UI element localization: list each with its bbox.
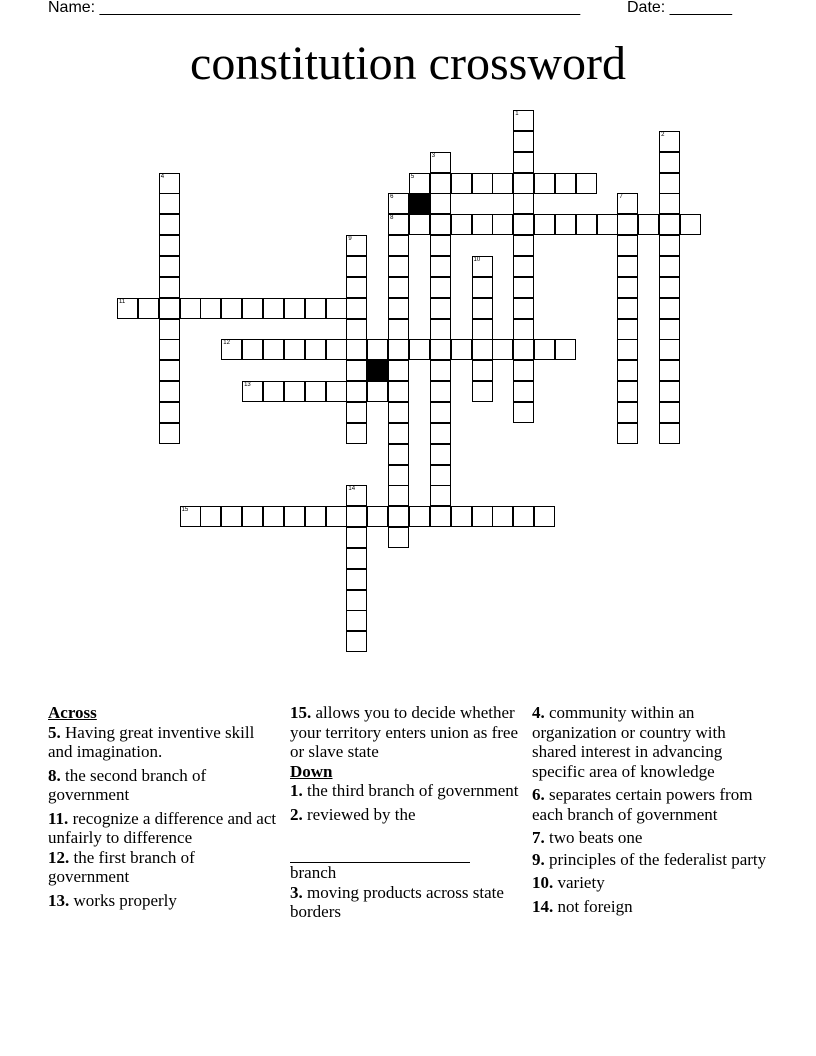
grid-clue-number: 3 (431, 152, 436, 159)
grid-cell[interactable] (617, 256, 638, 277)
grid-cell[interactable] (388, 256, 409, 277)
grid-cell[interactable] (409, 506, 430, 527)
down-clue-3 (290, 883, 530, 922)
clue-text: the second branch of government (48, 765, 207, 804)
grid-cell[interactable] (534, 506, 555, 527)
down-clue-2 (290, 805, 530, 883)
grid-cell[interactable] (388, 277, 409, 298)
grid-cell[interactable] (430, 339, 451, 360)
grid-cell[interactable] (388, 319, 409, 340)
grid-cell[interactable] (513, 193, 534, 214)
grid-cell[interactable] (513, 402, 534, 423)
grid-cell[interactable] (284, 298, 305, 319)
grid-cell[interactable] (513, 235, 534, 256)
clue-text: community within an organization or country with shared interest in advancing specific area of knowledge (532, 703, 726, 781)
clue-column-3 (532, 703, 772, 920)
grid-clue-number: 4 (160, 173, 165, 180)
grid-clue-number: 7 (619, 194, 623, 201)
grid-cell[interactable] (555, 173, 576, 194)
clue-text: allows you to decide whether your territory enters union as free or slave state (290, 703, 518, 761)
grid-cell[interactable] (659, 360, 680, 381)
clue-number: 10. (532, 873, 554, 892)
grid-cell[interactable] (659, 339, 680, 360)
grid-cell[interactable] (326, 381, 347, 402)
clue-number: 8. (48, 765, 61, 785)
grid-cell[interactable] (388, 360, 409, 381)
grid-cell[interactable] (472, 173, 493, 194)
grid-cell[interactable] (513, 381, 534, 402)
grid-cell[interactable] (346, 610, 367, 631)
grid-cell[interactable] (472, 506, 493, 527)
clue-number: 7. (532, 828, 545, 847)
grid-cell[interactable] (555, 214, 576, 235)
grid-clue-number: 14 (348, 486, 356, 493)
grid-cell[interactable] (346, 235, 367, 256)
grid-cell[interactable] (430, 402, 451, 423)
grid-cell[interactable] (200, 506, 221, 527)
grid-cell[interactable] (221, 339, 242, 360)
grid-cell[interactable] (513, 360, 534, 381)
grid-cell[interactable] (659, 152, 680, 173)
grid-cell[interactable] (472, 360, 493, 381)
grid-cell[interactable] (159, 360, 180, 381)
grid-cell[interactable] (451, 173, 472, 194)
grid-cell[interactable] (346, 339, 367, 360)
grid-cell[interactable] (326, 506, 347, 527)
grid-cell[interactable] (680, 214, 701, 235)
grid-cell[interactable] (576, 214, 597, 235)
grid-cell[interactable] (472, 339, 493, 360)
grid-cell[interactable] (430, 444, 451, 465)
grid-clue-number: 13 (244, 382, 251, 389)
grid-cell[interactable] (305, 298, 326, 319)
grid-cell[interactable] (513, 319, 534, 340)
grid-cell[interactable] (159, 214, 180, 235)
grid-cell[interactable] (284, 381, 305, 402)
grid-cell[interactable] (430, 360, 451, 381)
date-line: Date: _______ (627, 0, 732, 16)
grid-cell[interactable] (409, 173, 430, 194)
clue-number: 1. (290, 781, 303, 800)
grid-cell[interactable] (159, 173, 180, 194)
clue-number: 13. (48, 890, 70, 910)
grid-cell[interactable] (263, 506, 284, 527)
grid-cell[interactable] (430, 256, 451, 277)
down-clue-7 (532, 828, 772, 848)
grid-cell[interactable] (346, 423, 367, 444)
grid-cell[interactable] (388, 381, 409, 402)
grid-cell[interactable] (346, 277, 367, 298)
clue-text: recognize a difference and act unfairly to difference (48, 808, 277, 847)
grid-cell[interactable] (430, 277, 451, 298)
grid-cell[interactable] (284, 339, 305, 360)
grid-cell[interactable] (659, 173, 680, 194)
clue-number: 11. (48, 808, 69, 828)
grid-cell[interactable] (451, 506, 472, 527)
grid-cell[interactable] (659, 277, 680, 298)
grid-clue-number: 8 (390, 215, 394, 222)
grid-clue-number: 15 (181, 507, 189, 514)
grid-clue-number: 12 (223, 340, 230, 347)
across-clue-13 (48, 891, 278, 911)
answer-blank-line (290, 846, 470, 863)
grid-clue-number: 10 (473, 257, 481, 263)
grid-cell[interactable] (409, 214, 430, 235)
grid-cell[interactable] (388, 298, 409, 319)
down-clue-14 (532, 897, 772, 917)
grid-cell[interactable] (659, 235, 680, 256)
grid-cell[interactable] (284, 506, 305, 527)
grid-cell[interactable] (430, 465, 451, 486)
grid-cell[interactable] (263, 339, 284, 360)
clue-text: Having great inventive skill and imagination. (48, 722, 255, 761)
grid-cell[interactable] (492, 506, 513, 527)
grid-cell[interactable] (346, 360, 367, 381)
grid-cell[interactable] (617, 339, 638, 360)
clue-number: 14. (532, 896, 554, 916)
grid-cell[interactable] (513, 298, 534, 319)
grid-cell[interactable] (388, 485, 409, 506)
grid-cell[interactable] (430, 381, 451, 402)
grid-cell[interactable] (472, 277, 493, 298)
grid-cell[interactable] (388, 506, 409, 527)
grid-cell[interactable] (555, 339, 576, 360)
clue-text: works properly (73, 890, 177, 910)
grid-cell[interactable] (305, 339, 326, 360)
grid-cell[interactable] (513, 339, 534, 360)
grid-cell[interactable] (346, 527, 367, 548)
across-clue-8 (48, 766, 278, 805)
grid-cell[interactable] (472, 319, 493, 340)
grid-cell[interactable] (409, 339, 430, 360)
grid-cell[interactable] (346, 485, 367, 506)
grid-cell[interactable] (346, 402, 367, 423)
grid-cell[interactable] (388, 423, 409, 444)
grid-cell[interactable] (346, 548, 367, 569)
grid-cell[interactable] (159, 319, 180, 340)
clue-number: 9. (532, 849, 545, 869)
grid-cell[interactable] (659, 381, 680, 402)
grid-cell[interactable] (472, 298, 493, 319)
grid-cell[interactable] (617, 423, 638, 444)
grid-cell[interactable] (617, 277, 638, 298)
grid-cell[interactable] (451, 214, 472, 235)
grid-cell[interactable] (159, 381, 180, 402)
grid-cell[interactable] (430, 193, 451, 214)
grid-cell[interactable] (388, 527, 409, 548)
grid-cell[interactable] (326, 339, 347, 360)
grid-clue-number: 11 (119, 298, 126, 305)
clue-number: 6. (532, 785, 545, 804)
clue-text: the third branch of government (307, 781, 519, 800)
grid-cell[interactable] (388, 465, 409, 486)
clue-text: reviewed by the (307, 804, 416, 824)
grid-cell[interactable] (346, 298, 367, 319)
grid-cell[interactable] (367, 381, 388, 402)
grid-cell[interactable] (659, 193, 680, 214)
grid-cell[interactable] (534, 339, 555, 360)
grid-clue-number: 2 (661, 131, 665, 138)
down-heading: Down (290, 761, 333, 781)
grid-cell[interactable] (513, 506, 534, 527)
across-clue-15 (290, 703, 530, 762)
grid-cell[interactable] (346, 631, 367, 652)
grid-cell[interactable] (513, 110, 534, 131)
grid-cell[interactable] (617, 235, 638, 256)
grid-cell[interactable] (534, 214, 555, 235)
grid-cell[interactable] (513, 214, 534, 235)
grid-cell[interactable] (659, 298, 680, 319)
grid-cell[interactable] (659, 402, 680, 423)
grid-cell[interactable] (367, 339, 388, 360)
clue-number: 15. (290, 703, 312, 722)
grid-clue-number: 5 (410, 173, 415, 180)
grid-cell[interactable] (472, 256, 493, 277)
grid-cell[interactable] (180, 298, 201, 319)
grid-cell[interactable] (430, 485, 451, 506)
grid-cell[interactable] (430, 423, 451, 444)
grid-clue-number: 6 (390, 194, 394, 201)
grid-cell[interactable] (138, 298, 159, 319)
grid-cell[interactable] (388, 444, 409, 465)
grid-cell[interactable] (346, 506, 367, 527)
grid-cell[interactable] (242, 381, 263, 402)
grid-cell[interactable] (617, 319, 638, 340)
grid-cell[interactable] (180, 506, 201, 527)
grid-cell[interactable] (305, 506, 326, 527)
down-clue-1 (290, 781, 530, 801)
grid-cell[interactable] (617, 360, 638, 381)
across-heading: Across (48, 703, 97, 722)
grid-cell[interactable] (159, 235, 180, 256)
blocked-cell (409, 193, 430, 214)
grid-cell[interactable] (534, 173, 555, 194)
across-clue-11 (48, 809, 278, 848)
grid-cell[interactable] (513, 256, 534, 277)
grid-cell[interactable] (221, 298, 242, 319)
clue-text: not foreign (557, 896, 633, 916)
grid-cell[interactable] (430, 173, 451, 194)
grid-cell[interactable] (159, 256, 180, 277)
clue-number: 4. (532, 703, 545, 722)
grid-clue-number: 1 (515, 111, 519, 117)
grid-cell[interactable] (388, 339, 409, 360)
grid-cell[interactable] (159, 402, 180, 423)
grid-cell[interactable] (659, 423, 680, 444)
grid-cell[interactable] (617, 214, 638, 235)
grid-cell[interactable] (430, 319, 451, 340)
grid-cell[interactable] (388, 214, 409, 235)
grid-cell[interactable] (513, 277, 534, 298)
grid-cell[interactable] (159, 298, 180, 319)
grid-cell[interactable] (200, 298, 221, 319)
grid-cell[interactable] (159, 423, 180, 444)
clue-column-2 (290, 703, 530, 926)
grid-cell[interactable] (242, 298, 263, 319)
grid-cell[interactable] (242, 339, 263, 360)
grid-cell[interactable] (388, 235, 409, 256)
grid-cell[interactable] (117, 298, 138, 319)
grid-cell[interactable] (576, 173, 597, 194)
clue-text: variety (557, 873, 605, 892)
grid-cell[interactable] (346, 319, 367, 340)
across-clue-5 (48, 723, 278, 762)
grid-cell[interactable] (617, 381, 638, 402)
grid-cell[interactable] (388, 402, 409, 423)
grid-cell[interactable] (492, 339, 513, 360)
grid-cell[interactable] (513, 173, 534, 194)
grid-cell[interactable] (221, 506, 242, 527)
grid-cell[interactable] (617, 298, 638, 319)
grid-clue-number: 9 (348, 236, 352, 243)
grid-cell[interactable] (472, 381, 493, 402)
grid-cell[interactable] (159, 193, 180, 214)
grid-cell[interactable] (305, 381, 326, 402)
grid-cell[interactable] (472, 214, 493, 235)
grid-cell[interactable] (263, 381, 284, 402)
grid-cell[interactable] (430, 235, 451, 256)
clue-text: moving products across state borders (290, 882, 504, 921)
clue-column-1 (48, 703, 278, 914)
clue-number: 12. (48, 847, 70, 867)
grid-cell[interactable] (430, 298, 451, 319)
down-clue-9 (532, 850, 772, 870)
grid-cell[interactable] (617, 402, 638, 423)
clue-text: the first branch of government (48, 847, 195, 886)
grid-cell[interactable] (430, 214, 451, 235)
grid-cell[interactable] (659, 319, 680, 340)
down-clue-4 (532, 703, 772, 781)
grid-cell[interactable] (346, 590, 367, 611)
grid-cell[interactable] (326, 298, 347, 319)
clue-text-after: branch (290, 863, 337, 882)
clue-text: principles of the federalist party (549, 849, 767, 869)
grid-cell[interactable] (430, 506, 451, 527)
grid-cell[interactable] (492, 214, 513, 235)
grid-cell[interactable] (513, 131, 534, 152)
grid-cell[interactable] (451, 339, 472, 360)
clue-number: 3. (290, 882, 303, 902)
grid-cell[interactable] (242, 506, 263, 527)
grid-cell[interactable] (638, 214, 659, 235)
grid-cell[interactable] (659, 256, 680, 277)
grid-cell[interactable] (659, 131, 680, 152)
grid-cell[interactable] (617, 193, 638, 214)
grid-cell[interactable] (659, 214, 680, 235)
page-title: constitution crossword (190, 37, 626, 90)
grid-cell[interactable] (388, 193, 409, 214)
clue-text: separates certain powers from each branch of government (532, 785, 753, 824)
grid-cell[interactable] (492, 173, 513, 194)
clue-number: 5. (48, 722, 61, 742)
grid-cell[interactable] (159, 277, 180, 298)
name-line: Name: ______________________________________________________ (48, 0, 581, 16)
clue-number: 2. (290, 804, 303, 824)
blocked-cell (367, 360, 388, 381)
grid-cell[interactable] (263, 298, 284, 319)
across-clue-12 (48, 848, 278, 887)
grid-cell[interactable] (430, 152, 451, 173)
grid-cell[interactable] (346, 569, 367, 590)
down-clue-10 (532, 873, 772, 893)
down-clue-6 (532, 785, 772, 824)
grid-cell[interactable] (367, 506, 388, 527)
grid-cell[interactable] (159, 339, 180, 360)
grid-cell[interactable] (513, 152, 534, 173)
clue-text: two beats one (549, 828, 643, 847)
grid-cell[interactable] (597, 214, 618, 235)
grid-cell[interactable] (346, 256, 367, 277)
grid-cell[interactable] (346, 381, 367, 402)
